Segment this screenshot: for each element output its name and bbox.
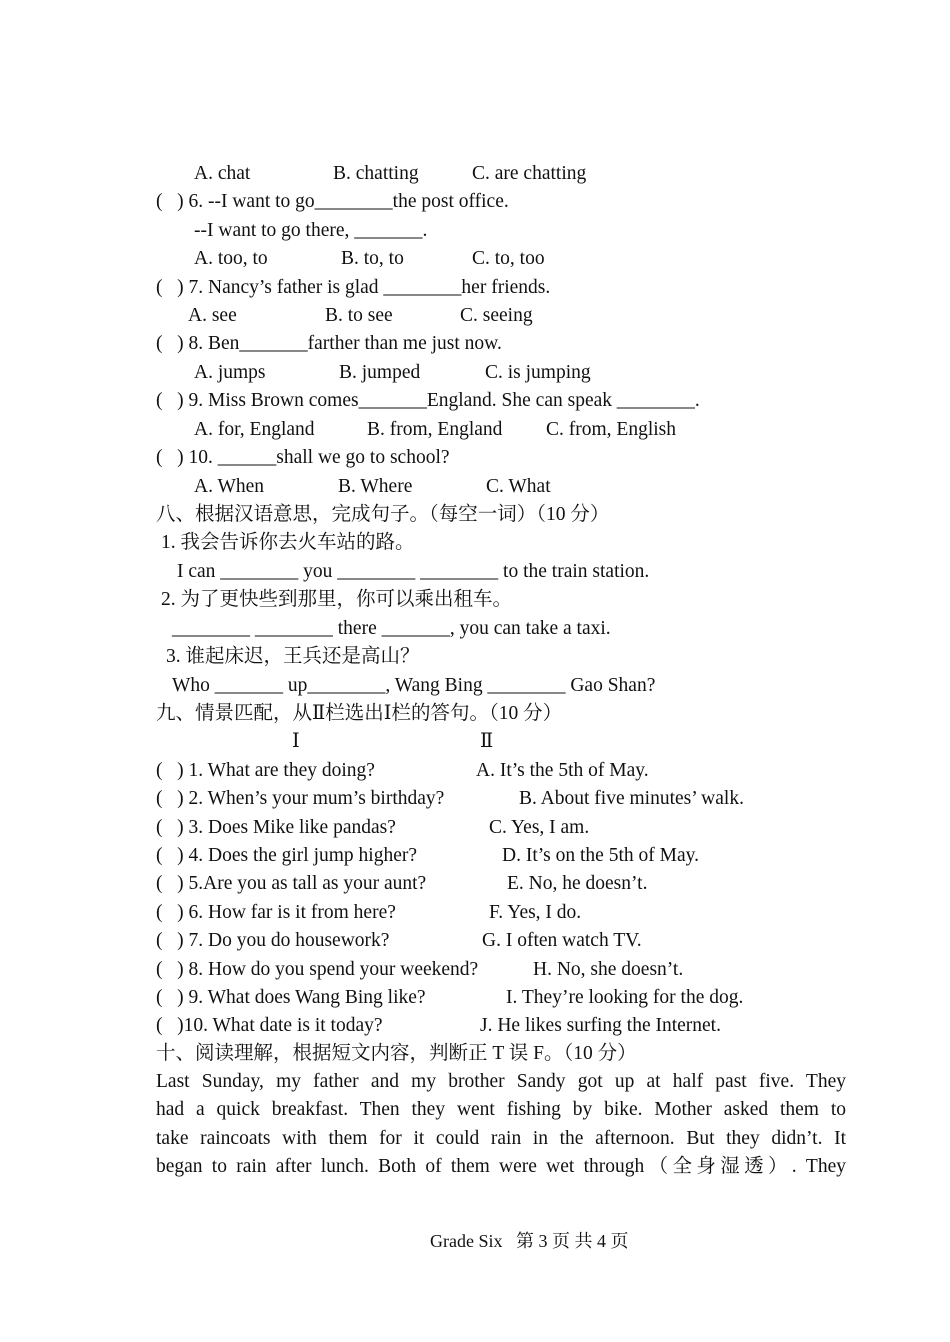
part8-item-2-english: ________ ________ there _______, you can take a taxi. (172, 618, 611, 639)
q9-option-a: A. for, England (194, 419, 315, 440)
q10-option-c: C. What (486, 476, 551, 497)
part8-item-3-english: Who _______ up________, Wang Bing ________ Gao Shan? (172, 675, 656, 696)
passage-line-2: had a quick breakfast. Then they went fishing by bike. Mother asked them to (156, 1099, 846, 1121)
q7-option-b: B. to see (325, 305, 393, 326)
part9-answer-f: F. Yes, I do. (489, 902, 582, 923)
part9-question-5: ( ) 5.Are you as tall as your aunt? (156, 873, 427, 894)
q8-option-c: C. is jumping (485, 362, 591, 383)
part9-question-3: ( ) 3. Does Mike like pandas? (156, 817, 396, 838)
part8-item-3-chinese: 3. 谁起床迟，王兵还是高山？ (166, 646, 420, 667)
q5-option-a: A. chat (194, 163, 251, 184)
part9-answer-a: A. It’s the 5th of May. (476, 760, 649, 781)
part9-answer-d: D. It’s on the 5th of May. (502, 845, 699, 866)
q7-option-a: A. see (188, 305, 237, 326)
part9-question-6: ( ) 6. How far is it from here? (156, 902, 396, 923)
part9-question-7: ( ) 7. Do you do housework? (156, 930, 390, 951)
part8-heading: 八、根据汉语意思，完成句子。（每空一词）（10 分） (156, 504, 610, 525)
reading-passage (156, 1068, 846, 1181)
part9-answer-g: G. I often watch TV. (482, 930, 642, 951)
part8-item-1-chinese: 1. 我会告诉你去火车站的路。 (161, 532, 415, 553)
question-9: ( ) 9. Miss Brown comes_______England. She can speak ________. (156, 390, 700, 411)
q9-option-b: B. from, England (367, 419, 503, 440)
part9-answer-b: B. About five minutes’ walk. (519, 788, 744, 809)
question-6: ( ) 6. --I want to go________the post office. (156, 191, 509, 212)
question-10: ( ) 10. ______shall we go to school? (156, 447, 450, 468)
part9-question-9: ( ) 9. What does Wang Bing like? (156, 987, 426, 1008)
q6-option-a: A. too, to (194, 248, 268, 269)
q5-option-c: C. are chatting (472, 163, 587, 184)
passage-line-1: Last Sunday, my father and my brother Sandy got up at half past five. They (156, 1071, 846, 1092)
part9-answer-i: I. They’re looking for the dog. (506, 987, 744, 1008)
passage-line-4: began to rain after lunch. Both of them were wet through（全身湿透）. They (156, 1155, 846, 1177)
part9-question-8: ( ) 8. How do you spend your weekend? (156, 959, 479, 980)
part9-column-1-label: Ⅰ (292, 731, 300, 752)
part9-question-4: ( ) 4. Does the girl jump higher? (156, 845, 418, 866)
q7-option-c: C. seeing (460, 305, 533, 326)
question-8: ( ) 8. Ben_______farther than me just now. (156, 333, 502, 354)
part9-column-2-label: Ⅱ (480, 731, 494, 752)
q8-option-b: B. jumped (339, 362, 421, 383)
part9-answer-c: C. Yes, I am. (489, 817, 590, 838)
question-7: ( ) 7. Nancy’s father is glad ________her friends. (156, 277, 551, 298)
q8-option-a: A. jumps (194, 362, 266, 383)
page-footer: Grade Six 第 3 页 共 4 页 (430, 1231, 629, 1251)
passage-line-3: take raincoats with them for it could rain in the afternoon. But they didn’t. It (156, 1127, 846, 1149)
part9-answer-e: E. No, he doesn’t. (507, 873, 648, 894)
part9-question-1: ( ) 1. What are they doing? (156, 760, 375, 781)
part9-question-2: ( ) 2. When’s your mum’s birthday? (156, 788, 445, 809)
q5-option-b: B. chatting (333, 163, 419, 184)
part9-answer-h: H. No, she doesn’t. (533, 959, 684, 980)
q10-option-b: B. Where (338, 476, 413, 497)
part8-item-2-chinese: 2. 为了更快些到那里，你可以乘出租车。 (161, 589, 513, 610)
question-6-reply: --I want to go there, _______. (194, 220, 428, 241)
part9-question-10: ( )10. What date is it today? (156, 1015, 383, 1036)
part8-item-1-english: I can ________ you ________ ________ to the train station. (177, 561, 650, 582)
part9-answer-j: J. He likes surfing the Internet. (480, 1015, 721, 1036)
part9-heading: 九、情景匹配，从Ⅱ栏选出Ⅰ栏的答句。（10 分） (156, 703, 563, 724)
q6-option-c: C. to, too (472, 248, 545, 269)
q10-option-a: A. When (194, 476, 265, 497)
part10-heading: 十、阅读理解，根据短文内容，判断正 T 误 F。（10 分） (156, 1043, 637, 1064)
q6-option-b: B. to, to (341, 248, 404, 269)
q9-option-c: C. from, English (546, 419, 676, 440)
